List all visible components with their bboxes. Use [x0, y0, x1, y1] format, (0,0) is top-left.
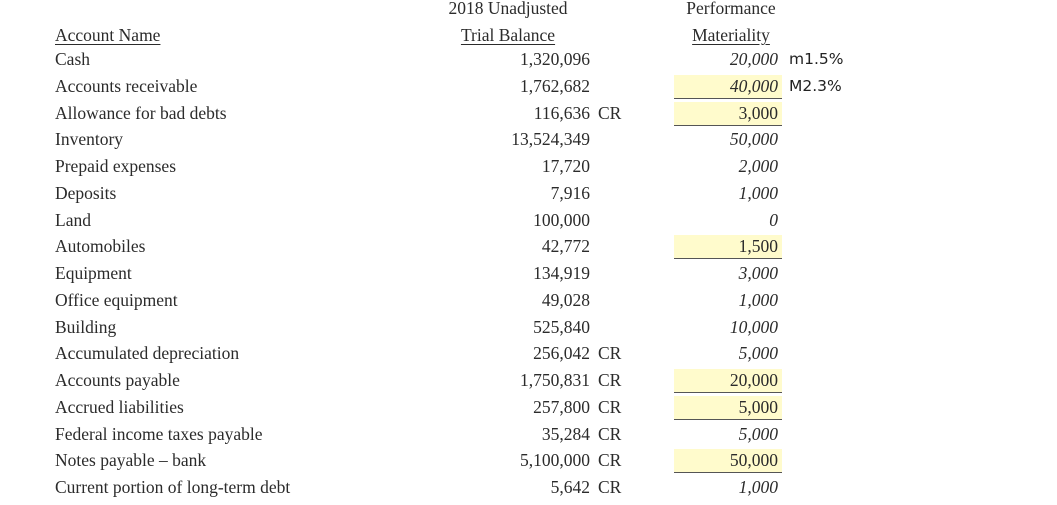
materiality-value: 50,000 [674, 449, 782, 473]
credit-indicator: CR [598, 423, 622, 444]
materiality-value: 20,000 [674, 369, 782, 393]
trial-balance-value: 1,762,682 [520, 75, 590, 96]
table-row [0, 234, 1057, 261]
trial-balance-value: 42,772 [541, 236, 590, 257]
table-row [0, 127, 1057, 154]
materiality-value: 1,500 [674, 235, 782, 259]
trial-balance-header-line1: 2018 Unadjusted [448, 0, 568, 18]
table-row [0, 101, 1057, 128]
account-name: Land [55, 209, 91, 230]
table-row [0, 368, 1057, 395]
materiality-value: 20,000 [729, 49, 778, 69]
account-name: Current portion of long-term debt [55, 477, 291, 497]
table-row [0, 261, 1057, 288]
materiality-header-line1: Performance [686, 0, 776, 18]
trial-balance-value: 5,100,000 [520, 450, 590, 471]
performance-materiality-header [672, 0, 790, 45]
trial-balance-value: 257,800 [533, 396, 590, 417]
materiality-value: 1,000 [738, 289, 778, 310]
account-name: Prepaid expenses [55, 156, 177, 176]
materiality-value: 5,000 [674, 396, 782, 420]
materiality-value: 5,000 [738, 343, 778, 364]
table-row [0, 341, 1057, 368]
credit-indicator: CR [598, 396, 622, 417]
account-name: Accounts receivable [55, 75, 198, 96]
trial-balance-value: 134,919 [533, 263, 590, 283]
table-row [0, 448, 1057, 475]
materiality-value: 3,000 [738, 263, 778, 283]
trial-balance-value: 7,916 [550, 182, 590, 203]
materiality-header-line2: Materiality [692, 25, 770, 45]
account-name: Automobiles [55, 236, 146, 257]
credit-indicator: CR [598, 370, 622, 390]
trial-balance-value: 116,636 [533, 102, 590, 123]
table-row [0, 315, 1057, 342]
trial-balance-value: 5,642 [550, 477, 590, 497]
table-row [0, 74, 1057, 101]
table-row [0, 475, 1057, 502]
table-row [0, 395, 1057, 422]
materiality-note: m1.5% [789, 50, 844, 68]
materiality-value: 3,000 [674, 102, 782, 126]
table-row [0, 47, 1057, 74]
credit-indicator: CR [598, 102, 622, 123]
table-row [0, 422, 1057, 449]
credit-indicator: CR [598, 477, 622, 497]
table-row [0, 154, 1057, 181]
materiality-value: 2,000 [738, 156, 778, 176]
trial-balance-value: 35,284 [541, 423, 590, 444]
table-row [0, 208, 1057, 235]
trial-balance-value: 525,840 [533, 316, 590, 337]
materiality-value: 1,000 [738, 182, 778, 203]
table-row [0, 288, 1057, 315]
account-name: Deposits [55, 182, 117, 203]
account-name: Accounts payable [55, 370, 180, 390]
account-name: Equipment [55, 263, 132, 283]
account-name: Notes payable – bank [55, 450, 207, 471]
account-name: Cash [55, 49, 90, 69]
account-name: Federal income taxes payable [55, 423, 263, 444]
trial-balance-value: 256,042 [533, 343, 590, 364]
materiality-value: 0 [769, 209, 778, 230]
trial-balance-value: 49,028 [541, 289, 590, 310]
trial-balance-value: 1,320,096 [520, 49, 590, 69]
credit-indicator: CR [598, 343, 622, 364]
account-name: Allowance for bad debts [55, 102, 227, 123]
materiality-value: 5,000 [738, 423, 778, 444]
account-name: Building [55, 316, 117, 337]
materiality-value: 50,000 [729, 129, 778, 150]
account-name: Office equipment [55, 289, 178, 310]
trial-balance-value: 17,720 [541, 156, 590, 176]
materiality-note: M2.3% [789, 76, 842, 95]
trial-balance-value: 13,524,349 [511, 129, 590, 150]
account-name: Accrued liabilities [55, 396, 184, 417]
account-name: Inventory [55, 129, 124, 150]
trial-balance-header [428, 0, 588, 45]
materiality-value: 10,000 [729, 316, 778, 337]
account-name-header: Account Name [55, 25, 161, 45]
table-row [0, 181, 1057, 208]
materiality-value: 1,000 [738, 477, 778, 497]
account-name: Accumulated depreciation [55, 343, 240, 364]
trial-balance-value: 100,000 [533, 209, 590, 230]
trial-balance-header-line2: Trial Balance [460, 25, 556, 45]
materiality-value: 40,000 [674, 75, 782, 99]
credit-indicator: CR [598, 450, 622, 471]
trial-balance-value: 1,750,831 [520, 370, 590, 390]
